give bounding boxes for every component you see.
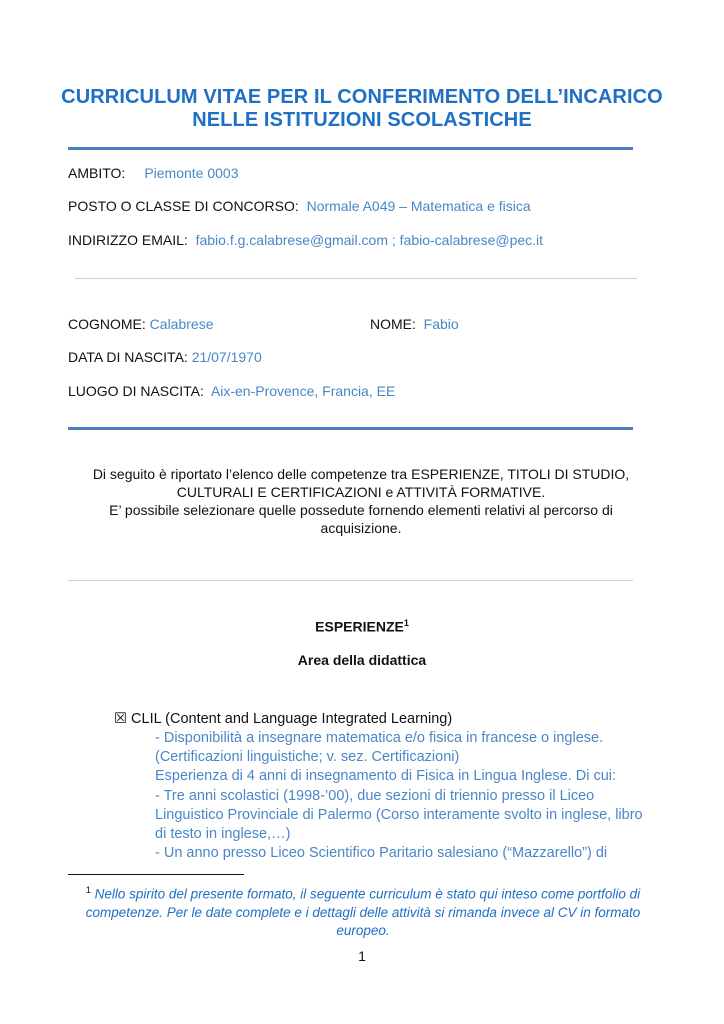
clil-line: di testo in inglese,…): [155, 826, 291, 843]
intro-divider: [68, 580, 633, 581]
section-heading: [0, 618, 724, 635]
ambito-label: AMBITO:: [68, 165, 126, 181]
luogo-label: LUOGO DI NASCITA:: [68, 383, 204, 399]
intro-line: E’ possibile selezionare quelle possedute fornendo elementi relativi al percorso di: [109, 502, 613, 518]
clil-label: CLIL (Content and Language Integrated Learning): [131, 711, 453, 727]
ambito-value: Piemonte 0003: [144, 165, 239, 181]
nascita-label: DATA DI NASCITA:: [68, 349, 188, 365]
email-label: INDIRIZZO EMAIL:: [68, 232, 188, 248]
nome-label: NOME:: [370, 316, 416, 332]
header-divider: [68, 147, 633, 150]
intro-line: acquisizione.: [320, 520, 402, 536]
posto-label: POSTO O CLASSE DI CONCORSO:: [68, 198, 299, 214]
luogo-value: Aix-en-Provence, Francia, EE: [210, 383, 396, 399]
clil-line: - Tre anni scolastici (1998-’00), due sezioni di triennio presso il Liceo: [155, 787, 595, 804]
posto-value: Normale A049 – Matematica e fisica: [306, 198, 531, 214]
section-heading-text: ESPERIENZE: [315, 618, 404, 635]
clil-line: - Disponibilità a insegnare matematica e/o fisica in francese o inglese.: [155, 730, 604, 746]
intro-line: Di seguito è riportato l’elenco delle competenze tra ESPERIENZE, TITOLI DI STUDIO,: [92, 466, 630, 482]
intro-line: CULTURALI E CERTIFICAZIONI e ATTIVITÀ FORMATIVE.: [176, 484, 546, 500]
page-number: 1: [358, 948, 366, 964]
footnote-text: Nello spirito del presente formato, il seguente curriculum è stato qui inteso come portfolio di competenze. Per le date complete e i dettagli delle attività si rimanda invece al CV in formato europeo.: [85, 886, 641, 938]
title-line-1: CURRICULUM VITAE PER IL CONFERIMENTO DELL’INCARICO: [61, 86, 663, 108]
posto-row: [68, 198, 531, 214]
intro-paragraph: [68, 465, 654, 537]
cognome-label: COGNOME:: [68, 316, 146, 332]
personal-divider: [68, 427, 633, 430]
cognome-value: Calabrese: [149, 316, 214, 332]
clil-line: - Un anno presso Liceo Scientifico Paritario salesiano (“Mazzarello”) di: [155, 845, 608, 862]
clil-line: (Certificazioni linguistiche; v. sez. Certificazioni): [155, 749, 460, 766]
clil-description: [155, 729, 675, 863]
footnote-ref[interactable]: 1: [403, 618, 409, 628]
footnote-marker: 1: [85, 885, 91, 895]
clil-item: [114, 710, 452, 729]
clil-line: Linguistico Provinciale di Palermo (Corso interamente svolto in inglese, libro: [155, 806, 643, 823]
clil-line: Esperienza di 4 anni di insegnamento di Fisica in Lingua Inglese. Di cui:: [155, 768, 617, 785]
email-value[interactable]: fabio.f.g.calabrese@gmail.com ; fabio-calabrese@pec.it: [195, 232, 544, 248]
nascita-row: [68, 349, 262, 365]
nome-row: [370, 316, 459, 332]
footnote: [68, 881, 658, 940]
page-title: [40, 86, 684, 132]
nome-value: Fabio: [423, 316, 459, 332]
section-divider: [75, 278, 637, 279]
luogo-row: [68, 383, 395, 399]
email-row: [68, 232, 543, 248]
cognome-row: [68, 316, 214, 332]
section-subheading: Area della didattica: [297, 652, 427, 668]
nascita-value: 21/07/1970: [191, 349, 262, 365]
ambito-row: [68, 165, 239, 181]
clil-checkbox[interactable]: ☒: [114, 711, 127, 727]
title-line-2: NELLE ISTITUZIONI SCOLASTICHE: [192, 109, 532, 131]
footnote-separator: [68, 874, 244, 875]
